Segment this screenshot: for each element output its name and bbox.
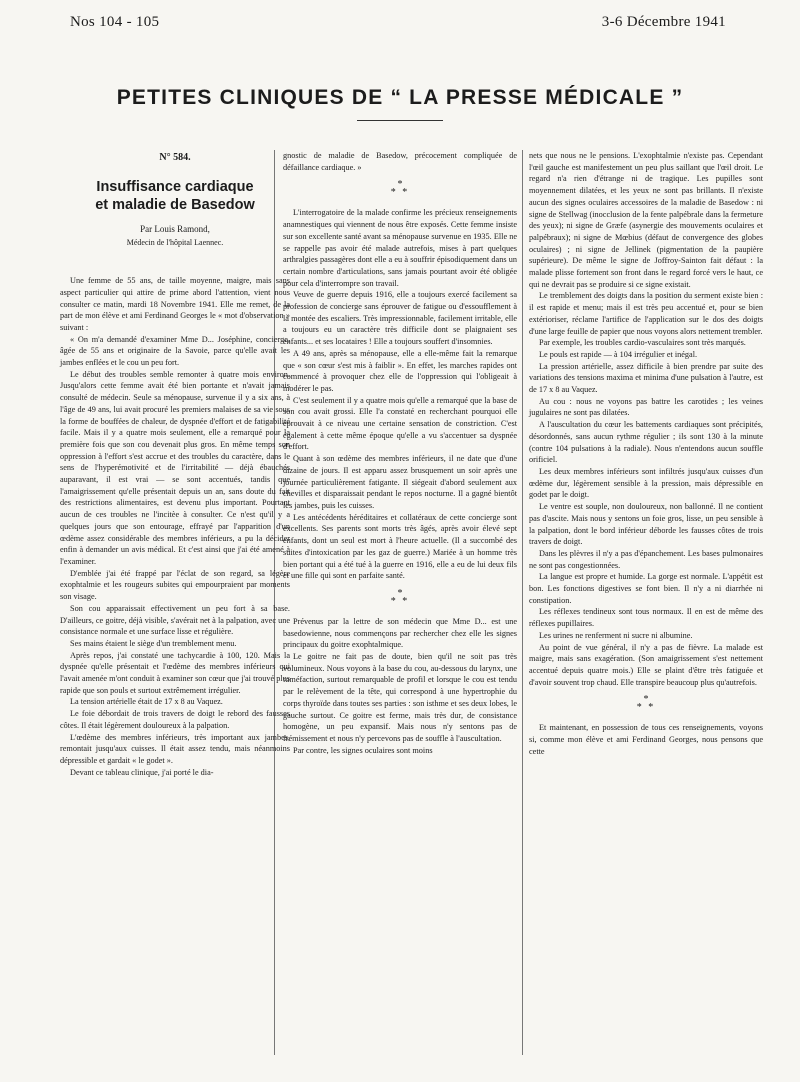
paragraph: Par exemple, les troubles cardio-vasculaires sont très marqués. [539,338,746,348]
title-underline [357,120,443,121]
paragraph: Une femme de 55 ans, de taille moyenne, maigre, mais sans aspect particulier qui attire de prime abord l'attention, vient nous consulter ce matin, mardi 18 Novembre 1941. Elle me remet, de la part de mon élève et ami Ferdinand Georges le « mot d'observation » suivant : [60,276,290,332]
paragraph: Et maintenant, en possession de tous ces renseignements, voyons si, comme mon élève et ami Ferdinand Georges, nous pensons que cette [529,723,763,756]
column-1 [60,152,290,778]
paragraph: A 49 ans, après sa ménopause, elle a elle-même fait la remarque que « son cœur s'est mis à faiblir ». En effet, les marches rapides ont commencé à provoquer chez elle de l'oppression qui l'obligeait à modérer le pas. [283,348,517,393]
paragraph: gnostic de maladie de Basedow, précocement compliquée de défaillance cardiaque. » [283,151,517,172]
column-divider-2 [522,150,523,1055]
paragraph: Veuve de guerre depuis 1916, elle a toujours exercé facilement sa profession de concierge sans éprouver de fatigue ou d'essoufflement à la montée des escaliers. Très impressionnable, facilement irritable, elle a toujours eu un caractère très difficile dont se plaignaient ses enfants... et ses locataires ! Elle a toujours souffert d'insomnies. [283,290,517,347]
paragraph: Le début des troubles semble remonter à quatre mois environ. Jusqu'alors cette femme avait été bien portante et n'avait jamais consulté de médecin. Seule sa ménopause, survenue il y a six ans, à l'âge de 49 ans, lui avait procuré les premiers malaises de sa vie sous la forme de bouffées de chaleur, de dyspnée d'effort et de fatigabilité facile. Mais il y a quatre mois seulement, elle a remarqué pour la première fois que son cou devenait plus gros. En même temps son oppression à l'effort s'est accrue et des troubles du caractère, dans le sens de l'hyperémotivité et de l'irritabilité — déjà ébauchés auparavant, il est vrai — se sont accentués, tandis que l'amaigrissement qu'elle présentait depuis un an, sans doute du fait des restrictions alimentaires, est devenu plus important. Pourtant aucun de ces troubles ne l'incitèe à consulter. Ce n'est qu'il y a quelques jours que son entourage, effrayé par l'apparition d'un œdème assez considérable des membres inférieurs, a pu la décider enfin à demander un avis médical. Et c'est ainsi que j'ai été amené à l'examiner. [60,369,290,566]
paragraph: Au cou : nous ne voyons pas battre les carotides ; les veines jugulaires ne sont pas dilatées. [529,396,763,418]
issue-number: Nos 104 - 105 [70,14,160,30]
paragraph: Les urines ne renferment ni sucre ni albumine. [539,630,693,640]
paragraph: Le goitre ne fait pas de doute, bien qu'il ne soit pas très volumineux. Nous voyons à la base du cou, au-dessous du larynx, une tuméfaction, surtout remarquable de profil et lorsque le cou est tendu par le relèvement de la tête, qui correspond à une hypertrophie du corps thyroïde dans toutes ses parties : son isthme et ses deux lobes, le gauche surtout. Ce goitre est ferme, mais très dur, de consistance homogène, un peu expansif. Mais nous n'y sentons pas de frémissement et nous n'y percevons pas de souffle à l'auscultation. [283,652,517,743]
paragraph: La tension artérielle était de 17 x 8 au Vaquez. [70,697,223,707]
paragraph: Le foie débordait de trois travers de doigt le rebord des fausses côtes. Il était légèrement douloureux à la palpation. [60,709,290,730]
paragraph: D'emblée j'ai été frappé par l'éclat de son regard, sa légère exophtalmie et les rougeurs subites qui empourpraient par moments son visage. [60,568,290,602]
paragraph: Devant ce tableau clinique, j'ai porté le dia- [70,767,214,777]
paragraph: Le ventre est souple, non douloureux, non ballonné. Il ne contient pas d'ascite. Mais nous y sentons un foie gros, lisse, un peu sensible à la palpation, dont le bord inférieur déborde les fausses côtes de trois travers de doigt. [529,502,763,547]
author-affiliation: Médecin de l'hôpital Laennec. [126,238,224,248]
paragraph: nets que nous ne le pensions. L'exophtalmie n'existe pas. Cependant l'œil gauche est manifestement un peu plus saillant que l'œil droit. Le regard n'a rien d'étrange ni de tragique. Les pupilles sont moyennement dilatées, et les yeux ne sont pas brillants. Il n'existe aucun des signes oculaires accessoires de la maladie de Basedow : ni signe de Stellwag (inocclusion de la fente palpébrale dans la fermeture des yeux); ni signe de Græfe (asynergie des mouvements oculaires et palpébraux); ni signe de Mœbius (défaut de convergence des globes oculaires) ; ni signe de Jellinek (pigmentation de la paupière supérieure). De même le signe de Joffroy-Sainton fait défaut : la malade plisse fortement son front dans le regard forcé vers le haut, ce qui ne devrait pas se produire si ce signe existait. [529,151,763,289]
section-separator: * * * [636,694,656,714]
article-title-line-2: et maladie de Basedow [95,196,255,213]
paragraph: L'œdème des membres inférieurs, très important aux jambes, remontait jusqu'aux cuisses. Il était assez tendu, mais néanmoins dépressible et gardait « le godet ». [60,732,290,765]
paragraph: Quant à son œdème des membres inférieurs, il ne date que d'une dizaine de jours. Il est apparu assez brusquement un soir après une journée particulièrement fatigante. Il siégeait d'abord seulement aux chevilles et disparaissait pendant le repos nocturne. Il a gagné bientôt les jambes, puis les cuisses. [283,454,517,510]
article-title-line-1: Insuffisance cardiaque [96,178,254,195]
paragraph: Dans les plèvres il n'y a pas d'épanchement. Les bases pulmonaires ne sont pas congestionnées. [529,548,763,570]
paragraph: La pression artérielle, assez difficile à bien prendre par suite des variations des tensions maxima et minima d'une pulsation à l'autre, est de 17 x 8 au Vaquez. [529,361,763,395]
paragraph: Le pouls est rapide — à 104 irrégulier et inégal. [539,349,698,359]
paragraph: A l'auscultation du cœur les battements cardiaques sont précipités, désordonnés, sans aucun rythme régulier ; ils sont 130 à la minute (contre 104 pulsations à la radiale). Nous n'entendons aucun souffle orificiel. [529,420,763,465]
paragraph: Ses mains étaient le siège d'un tremblement menu. [70,638,237,648]
paragraph: « On m'a demandé d'examiner Mme D... Joséphine, concierge, âgée de 55 ans et originaire de la Savoie, parce qu'elle avait les jambes enflées et le cou un peu fort. [60,334,290,368]
author-line: Par Louis Ramond, [140,223,210,234]
section-separator: * * * [390,587,410,607]
case-number: N° 584. [159,152,191,163]
paragraph: Les deux membres inférieurs sont infiltrés jusqu'aux cuisses d'un œdème dur, légèrement sensible à la pression, mais dépressible en godet par le doigt. [529,466,763,500]
issue-date: 3-6 Décembre 1941 [601,14,726,30]
paragraph: Prévenus par la lettre de son médecin que Mme D... est une basedowienne, nous commençons par rechercher chez elle les signes principaux du goitre exophtalmique. [283,616,517,650]
paragraph: Au point de vue général, il n'y a pas de fièvre. La malade est maigre, mais sans exagération. (Son amaigrissement s'est nettement accentué depuis quatre mois.) Elle se plaint d'être très fatiguée et d'avoir souvent trop chaud. Elle transpire beaucoup plus qu'autrefois. [529,642,763,687]
paragraph: Les antécédents héréditaires et collatéraux de cette concierge sont excellents. Ses parents sont morts très âgés, après avoir élevé sept enfants, dont un seul est mort à l'heure actuelle. (Il a succombé des suites d'intoxication par les gaz de guerre.) Mariée à un homme très bien portant qui a été tué à la guerre en 1916, elle a eu de lui deux fils et une fille qui sont en parfaite santé. [283,512,517,581]
paragraph: Après repos, j'ai constaté une tachycardie à 100, 120. Mais la dyspnée qu'elle présentait et l'œdème des membres inférieurs qui l'avait amenée m'ont conduit à examiner son cœur que j'ai trouvé plus rapide que son pouls et surtout extrêmement irrégulier. [60,650,290,695]
paragraph: Son cou apparaissait effectivement un peu fort à sa base. D'ailleurs, ce goitre, déjà visible, s'avérait net à la palpation, avec une consistance normale et une surface lisse et régulière. [60,603,290,637]
section-separator: * * * [390,179,410,199]
paragraph: Les réflexes tendineux sont tous normaux. Il en est de même des réflexes pupillaires. [529,607,763,629]
page-title: PETITES CLINIQUES DE “ LA PRESSE MÉDICALE ” [116,86,684,109]
paragraph: L'interrogatoire de la malade confirme les précieux renseignements anamnestiques qui viennent de nous être exposés. Cette femme insiste sur son excellente santé avant sa ménopause survenue en 1935. Elle ne se rappelle pas avoir été malade autrefois, mises à part quelques arthralgies passagères dont elle a eu à souffrir épisodiquement dans un certain nombre d'articulations, sans jamais pourtant avoir été obligée pour cela d'interrompre son travail. [283,208,517,288]
paragraph: Le tremblement des doigts dans la position du serment existe bien : il est rapide et menu; mais il est très peu accentué et, pour se bien extérioriser, réclame l'artifice de l'application sur le dos des doigts d'une large feuille de papier que nous voyons alors nettement trembler. [529,291,763,336]
column-2 [283,150,517,756]
paragraph: Par contre, les signes oculaires sont moins [293,745,433,755]
column-3 [529,150,763,757]
article-title [60,178,290,214]
paragraph: C'est seulement il y a quatre mois qu'elle a remarqué que la base de son cou avait grossi. Elle l'a constaté en recherchant pourquoi elle éprouvait à ce niveau une certaine sensation de constriction. C'est également à cette même époque qu'elle a vu s'accentuer sa dyspnée d'effort. [283,395,517,452]
paragraph: La langue est propre et humide. La gorge est normale. L'appétit est bon. Les fonctions digestives se font bien. Il n'y a ni diarrhée ni constipation. [529,572,763,605]
